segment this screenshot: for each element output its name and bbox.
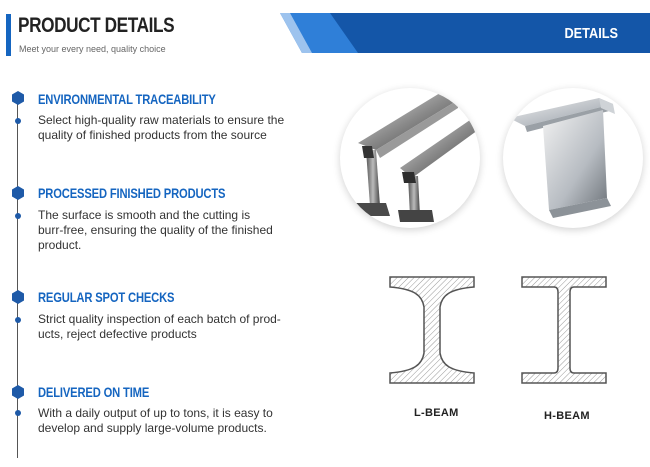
timeline-line xyxy=(17,98,18,458)
feature-title: REGULAR SPOT CHECKS xyxy=(38,289,175,305)
hexagon-icon xyxy=(11,186,25,200)
feature-description xyxy=(38,113,313,143)
dot-icon xyxy=(15,118,21,124)
i-beam-photo xyxy=(340,88,480,228)
description-line: With a daily output of up to tons, it is easy to xyxy=(38,406,273,420)
h-beam-illustration xyxy=(503,88,643,228)
description-line: Strict quality inspection of each batch of prod- xyxy=(38,312,281,326)
hexagon-icon xyxy=(11,91,25,105)
description-line: ucts, reject defective products xyxy=(38,327,197,341)
l-beam-cross-section xyxy=(388,275,476,385)
banner-label: DETAILS xyxy=(564,25,618,42)
feature-description xyxy=(38,312,313,342)
feature-description xyxy=(38,406,313,436)
page-subtitle: Meet your every need, quality choice xyxy=(19,44,166,54)
description-line: product. xyxy=(38,238,82,252)
feature-title: ENVIRONMENTAL TRACEABILITY xyxy=(38,91,216,107)
header-accent-bar xyxy=(6,14,11,56)
page-title: PRODUCT DETAILS xyxy=(18,14,175,37)
h-beam-cross-section xyxy=(520,275,608,385)
l-beam-label: L-BEAM xyxy=(414,407,459,419)
description-line: Select high-quality raw materials to ensure the xyxy=(38,113,285,127)
details-banner xyxy=(280,13,650,53)
description-line: quality of finished products from the source xyxy=(38,128,267,142)
i-beam-illustration xyxy=(340,88,480,228)
h-beam-label: H-BEAM xyxy=(544,410,590,422)
dot-icon xyxy=(15,317,21,323)
h-beam-photo xyxy=(503,88,643,228)
dot-icon xyxy=(15,213,21,219)
hexagon-icon xyxy=(11,290,25,304)
feature-title: PROCESSED FINISHED PRODUCTS xyxy=(38,185,226,201)
feature-description xyxy=(38,208,313,253)
description-line: burr-free, ensuring the quality of the finished xyxy=(38,223,273,237)
description-line: The surface is smooth and the cutting is xyxy=(38,208,251,222)
dot-icon xyxy=(15,410,21,416)
feature-title: DELIVERED ON TIME xyxy=(38,384,150,400)
hexagon-icon xyxy=(11,385,25,399)
description-line: develop and supply large-volume products. xyxy=(38,421,267,435)
